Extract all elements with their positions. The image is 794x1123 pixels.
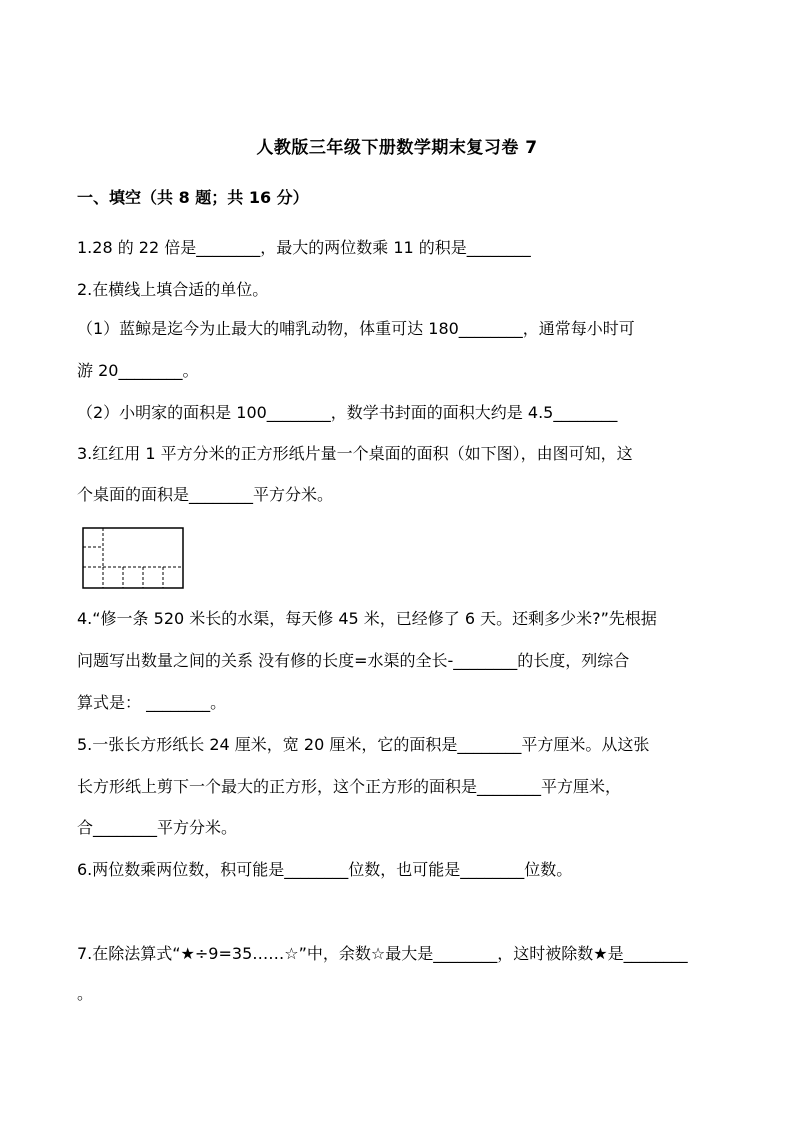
- question-4: 4.“修一条 520 米长的水渠，每天修 45 米，已经修了 6 天。还剩多少米?”先根据: [77, 609, 657, 628]
- question-2-part-1: （1）蓝鲸是迄今为止最大的哺乳动物，体重可达 180________，通常每小时可: [77, 319, 635, 338]
- question-7: 7.在除法算式“★÷9=35……☆”中，余数☆最大是________，这时被除数★是________: [77, 944, 688, 963]
- question-4-cont: 问题写出数量之间的关系 没有修的长度=水渠的全长-________的长度，列综合: [77, 651, 630, 670]
- question-4-formula: 算式是： ________。: [77, 693, 227, 712]
- question-3: 3.红红用 1 平方分米的正方形纸片量一个桌面的面积（如下图），由图可知，这: [77, 444, 633, 463]
- question-3-cont: 个桌面的面积是________平方分米。: [77, 485, 334, 504]
- question-6: 6.两位数乘两位数，积可能是________位数，也可能是________位数。: [77, 860, 573, 879]
- question-2: 2.在横线上填合适的单位。: [77, 280, 269, 299]
- question-5: 5.一张长方形纸长 24 厘米，宽 20 厘米，它的面积是________平方厘米。从这张: [77, 735, 650, 754]
- question-1: 1.28 的 22 倍是________，最大的两位数乘 11 的积是________: [77, 238, 531, 257]
- section-heading: 一、填空（共 8 题；共 16 分）: [77, 188, 309, 207]
- question-7-cont: 。: [77, 984, 94, 1003]
- page-title: 人教版三年级下册数学期末复习卷 7: [256, 138, 538, 158]
- question-2-part-2: （2）小明家的面积是 100________，数学书封面的面积大约是 4.5________: [77, 403, 618, 422]
- question-5-cont-2: 合________平方分米。: [77, 818, 238, 837]
- desk-area-figure: [82, 527, 184, 589]
- question-5-cont: 长方形纸上剪下一个最大的正方形，这个正方形的面积是________平方厘米，: [77, 777, 622, 796]
- square-tiles: [83, 528, 183, 588]
- question-2-part-1-cont: 游 20________。: [77, 361, 199, 380]
- desk-outline: [83, 528, 183, 588]
